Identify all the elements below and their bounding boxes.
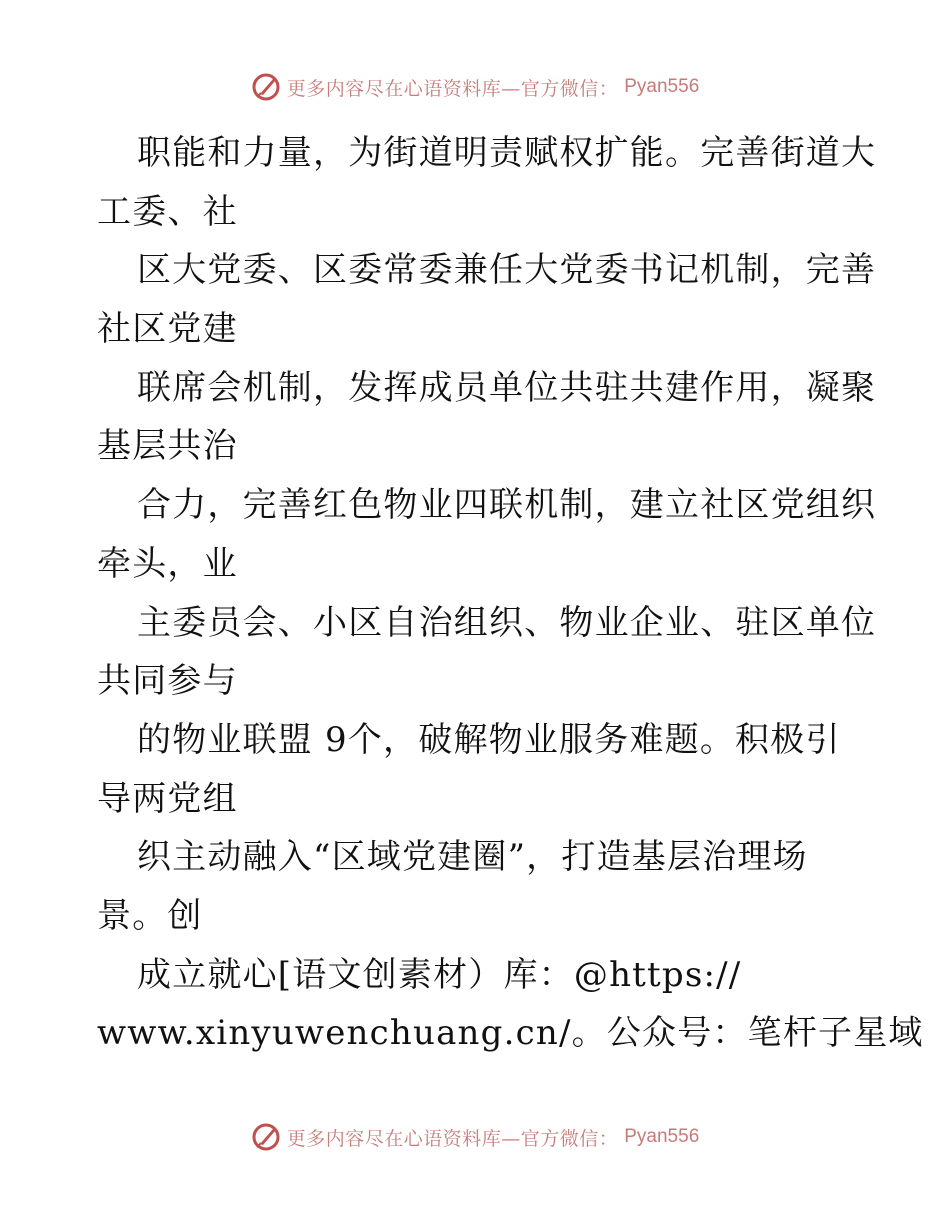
quill-logo-icon [251,1122,281,1152]
quill-logo-icon [251,72,281,102]
watermark-text: 更多内容尽在心语资料库—官方微信： [286,1127,619,1150]
text-line: 的物业联盟 9个，破解物业服务难题。积极引 [137,719,841,760]
document-body [97,124,924,1063]
text-line: 联席会机制，发挥成员单位共驻共建作用，凝聚 [137,367,877,408]
footer-watermark [0,1122,950,1152]
text-line: 景。创 [97,895,203,936]
watermark-wechat-id: Pyan556 [624,76,700,97]
watermark-wechat-id: Pyan556 [624,1126,700,1147]
text-line: 织主动融入“区域党建圈”，打造基层治理场 [137,837,808,878]
text-line: 职能和力量，为街道明责赋权扩能。完善街道大 [137,133,877,173]
text-line: 主委员会、小区自治组织、物业企业、驻区单位 [137,602,877,643]
text-line: 共同参与 [97,661,238,702]
text-line: 区大党委、区委常委兼任大党委书记机制，完善 [137,250,877,291]
text-line: 牵头，业 [97,543,238,584]
text-line: 合力，完善红色物业四联机制，建立社区党组织 [137,485,877,526]
text-line: 基层共治 [97,426,238,467]
text-line: 导两党组 [97,778,238,819]
text-line: 社区党建 [97,309,238,350]
text-line: www.xinyuwenchuang.cn/。公众号：笔杆子星域 [97,1013,924,1054]
text-line: 工委、社 [97,191,238,232]
text-line: 成立就心[语文创素材）库：@https:// [137,954,742,995]
watermark-text: 更多内容尽在心语资料库—官方微信： [286,77,619,100]
header-watermark [0,72,950,102]
